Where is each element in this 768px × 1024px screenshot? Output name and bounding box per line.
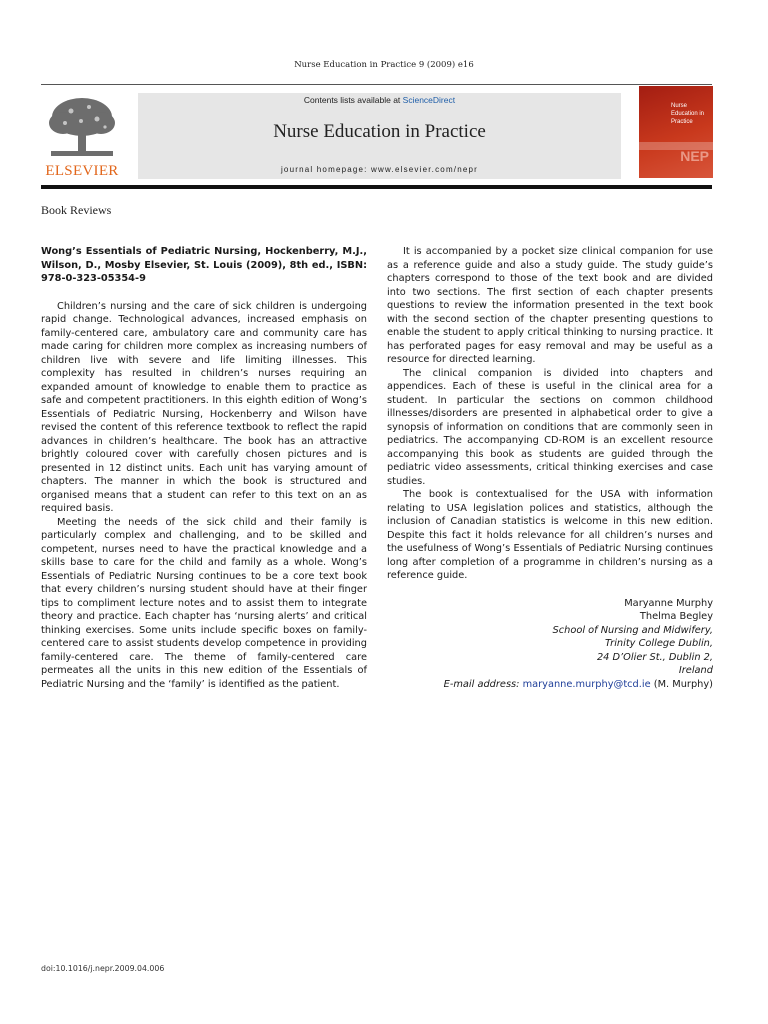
masthead-bottom-rule xyxy=(41,185,712,189)
paragraph: It is accompanied by a pocket size clinical companion for use as a reference guide and also a study guide. The study guide’s chapters correspond to those of the text book and are divided into two sections. The first section of each chapter presents questions to review the information presented in the text book with the second section of the chapter presenting questions to enable the student to apply critical thinking to nursing practice. It has perforated pages for easy removal and may be useful as a resource for directed learning. xyxy=(387,246,713,365)
author-name: Maryanne Murphy xyxy=(624,597,713,609)
cover-abbreviation: NEP xyxy=(680,148,709,164)
left-column xyxy=(41,245,367,691)
section-label: Book Reviews xyxy=(41,203,112,217)
running-head: Nurse Education in Practice 9 (2009) e16 xyxy=(294,60,474,70)
tree-icon xyxy=(41,93,123,163)
cover-title: Nurse Education in Practice xyxy=(671,103,705,125)
book-reference: Wong’s Essentials of Pediatric Nursing, Hockenberry, M.J., Wilson, D., Mosby Elsevier, St. Louis (2009), 8th ed., ISBN: 978-0-323-05354-9 xyxy=(41,246,367,284)
right-column xyxy=(387,245,713,691)
paragraph: Children’s nursing and the care of sick children is undergoing rapid change. Technological advances, increased emphasis on family-centered care, ambulatory care and community care has made caring for children more complex as increasing numbers of children live with severe and life limiting illnesses. This complexity has resulted in children’s nurses requiring an expanded amount of knowledge to enable them to practice as safe and competent practitioners. In this eighth edition of Wong’s Essentials of Pediatric Nursing, Hockenberry and Wilson have revised the content of this reference textbook to reflect the rapid advances in children’s healthcare. The book has an attractive brightly coloured cover with carefully chosen pictures and is presented in 12 distinct units. Each unit has varying amount of chapters. The manner in which the book is structured and organised means that a student can refer to this text on an as required basis. xyxy=(41,300,367,514)
journal-title: Nurse Education in Practice xyxy=(273,121,486,142)
signature-block xyxy=(387,597,713,692)
email-suffix: (M. Murphy) xyxy=(650,678,713,690)
email-label: E-mail address: xyxy=(443,678,523,690)
doi[interactable]: doi:10.1016/j.nepr.2009.04.006 xyxy=(41,964,165,973)
masthead-top-rule xyxy=(41,84,712,85)
affiliation-line: Ireland xyxy=(678,665,713,676)
journal-homepage[interactable]: journal homepage: www.elsevier.com/nepr xyxy=(280,165,479,174)
email-line xyxy=(387,678,713,692)
contents-prefix: Contents lists available at xyxy=(303,95,403,105)
contents-line xyxy=(138,95,621,105)
sciencedirect-link[interactable]: ScienceDirect xyxy=(402,95,456,105)
email-link[interactable]: maryanne.murphy@tcd.ie xyxy=(522,678,651,690)
journal-cover-thumbnail[interactable] xyxy=(639,86,713,178)
affiliation-line: Trinity College Dublin, xyxy=(604,638,713,649)
affiliation-line: 24 D’Olier St., Dublin 2, xyxy=(596,651,713,663)
masthead-box xyxy=(138,93,621,179)
paragraph: The book is contextualised for the USA with information relating to USA legislation polices and statistics, although the inclusion of Canadian statistics is welcome in this new edition. Despite this fact it holds relevance for all children’s nurses and the usefulness of Wong’s Essentials of Pediatric Nursing continues long after completion of a programme in children’s nursing as a reference guide. xyxy=(387,489,713,581)
author-name: Thelma Begley xyxy=(639,611,713,622)
paragraph: Meeting the needs of the sick child and their family is particularly complex and challenging, and to be skilled and competent, nurses need to have the practical knowledge and a skills base to care for the child and family as a whole. Wong’s Essentials of Pediatric Nursing continues to be a core text book that every children’s nursing student should have at their finger tips to compliment lecture notes and to assist them to integrate theory and practice. Each chapter has ‘nursing alerts’ and critical thinking exercises. Some units include specific boxes on family-centered care to assist students develop competence in providing family-centered care. The theme of family-centered care permeates all the units in this new edition of the Essentials of Pediatric Nursing and the ‘family’ is identified as the patient. xyxy=(41,516,367,690)
elsevier-logo[interactable] xyxy=(41,93,123,181)
publisher-logo-text: ELSEVIER xyxy=(45,163,119,179)
affiliation-line: School of Nursing and Midwifery, xyxy=(552,624,713,636)
paragraph: The clinical companion is divided into chapters and appendices. Each of these is useful in the clinical area for a student. In particular the sections on common childhood illnesses/disorders are presented in alphabetical order to give a synopsis of information on conditions that are commonly seen in pediatrics. The accompanying CD-ROM is an excellent resource accompanying this book as students are guided through the pediatric video assessments, critical thinking exercises and case studies. xyxy=(387,367,713,487)
